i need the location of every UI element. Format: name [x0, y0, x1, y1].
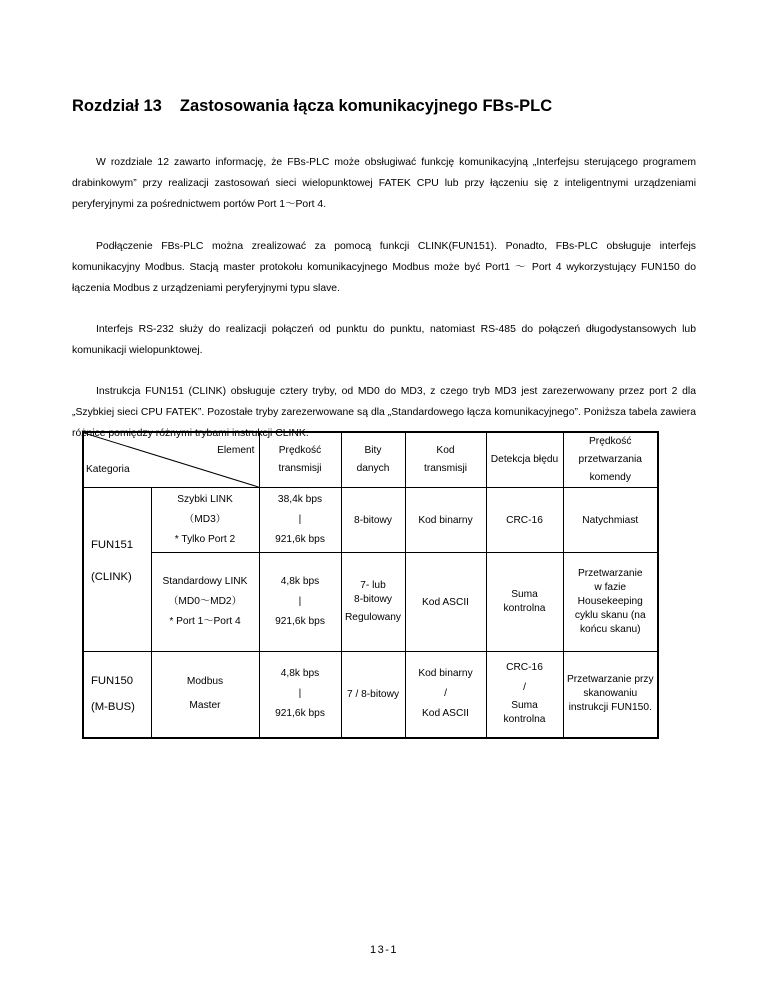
table-row-fast-link — [83, 488, 658, 553]
standard-bits-line1: 7- lub — [360, 580, 386, 591]
diagonal-header-cell — [83, 432, 259, 488]
category-fun151-mode: (CLINK) — [91, 570, 132, 583]
standard-link-port: * Port 1～Port 4 — [169, 616, 241, 627]
header-code-line1: Kod — [436, 445, 455, 456]
category-fun151-top — [83, 488, 151, 553]
header-bits-line2: danych — [356, 463, 390, 474]
standard-processing-line5: końcu skanu) — [579, 624, 641, 635]
clink-modes-table — [82, 431, 659, 739]
modbus-code — [405, 652, 486, 738]
header-processing-line2: przetwarzania — [578, 454, 642, 465]
header-speed — [259, 432, 341, 488]
header-speed-line2: transmisji — [278, 463, 322, 474]
modbus-speed-min: 4,8k bps — [280, 668, 320, 680]
category-fun150-mode: (M-BUS) — [91, 701, 135, 714]
modbus-title: Modbus — [186, 676, 224, 688]
modbus-processing-line2: skanowaniu — [583, 688, 638, 700]
table-row-standard-link — [83, 553, 658, 652]
fast-link-bits: 8-bitowy — [341, 488, 405, 553]
modbus-role: Master — [189, 700, 221, 712]
fast-speed-sep: | — [298, 514, 302, 525]
paragraph-3 — [72, 319, 696, 361]
modbus-code-line3: Kod ASCII — [421, 708, 469, 720]
standard-bits-line2: 8-bitowy — [354, 594, 392, 605]
category-fun151-name: FUN151 — [91, 538, 134, 551]
standard-link-name — [151, 553, 259, 652]
standard-speed-min: 4,8k bps — [280, 576, 320, 587]
standard-link-processing — [563, 553, 658, 652]
fast-link-error: CRC-16 — [486, 488, 563, 553]
standard-error-line2: kontrolna — [503, 603, 546, 614]
header-code-line2: transmisji — [423, 463, 468, 474]
standard-speed-sep: | — [298, 596, 302, 607]
modbus-processing-line1: Przetwarzanie przy — [566, 674, 654, 686]
header-category-label: Kategoria — [86, 464, 130, 475]
modbus-error — [486, 652, 563, 738]
standard-processing-line2: w fazie — [594, 582, 627, 593]
table-header-row — [83, 432, 658, 488]
table-row-modbus — [83, 652, 658, 738]
header-processing-line3: komendy — [589, 472, 631, 483]
fast-link-name — [151, 488, 259, 553]
header-processing-line1: Prędkość — [589, 436, 632, 447]
paragraph-4-text: Instrukcja FUN151 (CLINK) obsługuje cztery tryby, od MD0 do MD3, z czego tryb MD3 jest zarezerwowany przez port 2 dla „Szybkiej sieci CPU FATEK”. Pozostałe tryby zarezerwowane są dla „Standardowego łącza komunikacyjnego”. Poniższa tabela zawiera różnice pomiędzy różnymi trybami instrukcji CLINK. — [72, 386, 696, 439]
modbus-speed-sep: | — [298, 688, 302, 700]
modbus-error-line1: CRC-16 — [506, 662, 543, 674]
modbus-error-line3: Suma — [511, 700, 538, 712]
standard-link-speed — [259, 553, 341, 652]
header-bits-line1: Bity — [364, 445, 382, 456]
header-processing — [563, 432, 658, 488]
header-error — [486, 432, 563, 488]
standard-link-bits — [341, 553, 405, 652]
modbus-code-line1: Kod binarny — [418, 668, 473, 680]
modbus-error-line4: kontrolna — [503, 714, 546, 726]
fast-speed-max: 921,6k bps — [275, 534, 325, 545]
modbus-processing — [563, 652, 658, 738]
standard-error-line1: Suma — [511, 589, 538, 600]
header-error-line1: Detekcja błędu — [490, 454, 559, 465]
header-element-label: Element — [217, 445, 255, 456]
standard-bits-line3: Regulowany — [344, 612, 402, 623]
fast-speed-min: 38,4k bps — [277, 494, 323, 505]
fast-link-processing: Natychmiast — [563, 488, 658, 553]
category-fun150 — [83, 652, 151, 738]
standard-link-code: Kod ASCII — [405, 553, 486, 652]
chapter-number: Rozdział 13 — [72, 97, 162, 115]
paragraph-2-text: Podłączenie FBs-PLC można zrealizować za pomocą funkcji CLINK(FUN151). Ponadto, FBs-PLC obsługuje interfejs komunikacyjny Modbus. Stacją master protokołu komunikacyjnego Modbus może być Port1 ～ Port 4 wykorzystujący FUN150 do łączenia Modbus z urządzeniami peryferyjnymi typu slave. — [72, 241, 696, 294]
fast-link-title: Szybki LINK — [177, 494, 233, 505]
paragraph-2 — [72, 236, 696, 299]
chapter-title-text: Zastosowania łącza komunikacyjnego FBs-PLC — [179, 97, 553, 115]
standard-link-title: Standardowy LINK — [162, 576, 248, 587]
header-speed-line1: Prędkość — [278, 445, 322, 456]
standard-processing-line3: Housekeeping — [577, 596, 643, 607]
chapter-title — [72, 97, 552, 116]
fast-link-mode: （MD3） — [184, 514, 226, 525]
modbus-speed-max: 921,6k bps — [275, 708, 325, 720]
modbus-bits: 7 / 8-bitowy — [341, 652, 405, 738]
fast-link-code: Kod binarny — [405, 488, 486, 553]
header-bits — [341, 432, 405, 488]
paragraph-1-text: W rozdziale 12 zawarto informację, że FBs-PLC może obsługiwać funkcję komunikacyjną „Interfejsu sterującego programem drabinkowym” przy realizacji zastosowań sieci wielopunktowej FATEK CPU lub przy łączeniu się z inteligentnymi urządzeniami peryferyjnymi za pośrednictwem portów Port 1～Port 4. — [72, 157, 696, 210]
paragraph-3-text: Interfejs RS-232 służy do realizacji połączeń od punktu do punktu, natomiast RS-485 do połączeń długodystansowych lub komunikacji wielopunktowej. — [72, 324, 696, 356]
paragraph-1 — [72, 152, 696, 215]
standard-link-mode: （MD0～MD2） — [168, 596, 242, 607]
standard-processing-line1: Przetwarzanie — [577, 568, 643, 579]
standard-speed-max: 921,6k bps — [275, 616, 325, 627]
header-code — [405, 432, 486, 488]
fast-link-speed — [259, 488, 341, 553]
category-fun151-bottom — [83, 553, 151, 652]
modbus-processing-line3: instrukcji FUN150. — [568, 702, 652, 714]
standard-processing-line4: cyklu skanu (na — [574, 610, 646, 621]
standard-link-error — [486, 553, 563, 652]
modbus-name — [151, 652, 259, 738]
modbus-code-line2: / — [444, 688, 447, 700]
diagonal-line — [84, 433, 259, 487]
modbus-error-line2: / — [523, 682, 526, 694]
category-fun150-name: FUN150 — [91, 675, 134, 688]
fast-link-port: * Tylko Port 2 — [174, 534, 236, 545]
page-number: 13-1 — [369, 944, 399, 956]
modbus-speed — [259, 652, 341, 738]
